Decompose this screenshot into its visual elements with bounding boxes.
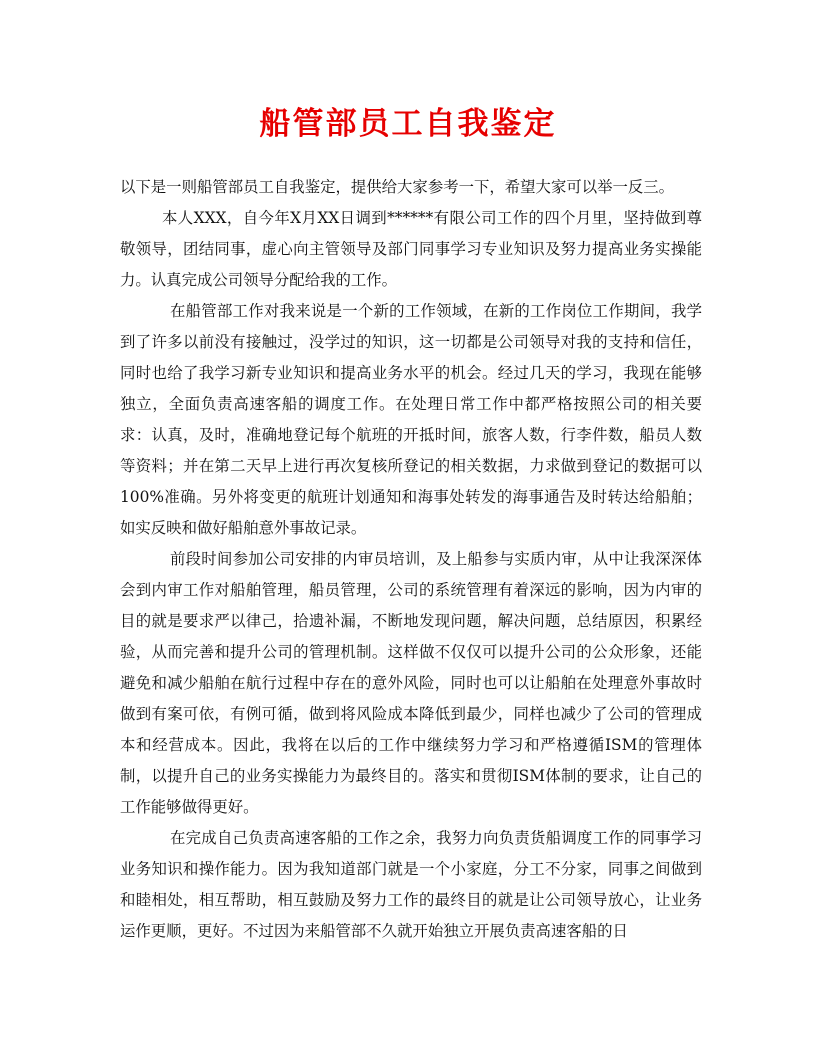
intro-paragraph: 以下是一则船管部员工自我鉴定，提供给大家参考一下，希望大家可以举一反三。 [120, 178, 675, 196]
document-body [120, 172, 702, 947]
body-paragraph-4: 在完成自己负责高速客船的工作之余，我努力向负责货船调度工作的同事学习业务知识和操作能力。因为我知道部门就是一个小家庭，分工不分家，同事之间做到和睦相处，相互帮助，相互鼓励及努力工作的最终目的就是让公司领导放心，让业务运作更顺，更好。不过因为来船管部不久就开始独立开展负责高速客船的日 [120, 829, 702, 940]
document-title: 船管部员工自我鉴定 [259, 106, 557, 142]
body-paragraph-3: 前段时间参加公司安排的内审员培训，及上船参与实质内审，从中让我深深体会到内审工作对船舶管理，船员管理，公司的系统管理有着深远的影响，因为内审的目的就是要求严以律己，拾遗补漏，不断地发现问题，解决问题，总结原因，积累经验，从而完善和提升公司的管理机制。这样做不仅仅可以提升公司的公众形象，还能避免和减少船舶在航行过程中存在的意外风险，同时也可以让船舶在处理意外事故时做到有案可依，有例可循，做到将风险成本降低到最少，同样也减少了公司的管理成本和经营成本。因此，我将在以后的工作中继续努力学习和严格遵循ISM的管理体制，以提升自己的业务实操能力为最终目的。落实和贯彻ISM体制的要求，让自己的工作能够做得更好。 [120, 550, 702, 816]
body-paragraph-1: 本人XXX，自今年X月XX日调到******有限公司工作的四个月里，坚持做到尊敬领导，团结同事，虚心向主管领导及部门同事学习专业知识及努力提高业务实操能力。认真完成公司领导分配给我的工作。 [120, 209, 702, 289]
body-paragraph-2: 在船管部工作对我来说是一个新的工作领域，在新的工作岗位工作期间，我学到了许多以前没有接触过，没学过的知识，这一切都是公司领导对我的支持和信任，同时也给了我学习新专业知识和提高业务水平的机会。经过几天的学习，我现在能够独立，全面负责高速客船的调度工作。在处理日常工作中都严格按照公司的相关要求：认真，及时，准确地登记每个航班的开抵时间，旅客人数，行李件数，船员人数等资料；并在第二天早上进行再次复核所登记的相关数据，力求做到登记的数据可以100%准确。另外将变更的航班计划通知和海事处转发的海事通告及时转达给船舶；如实反映和做好船舶意外事故记录。 [120, 302, 702, 537]
